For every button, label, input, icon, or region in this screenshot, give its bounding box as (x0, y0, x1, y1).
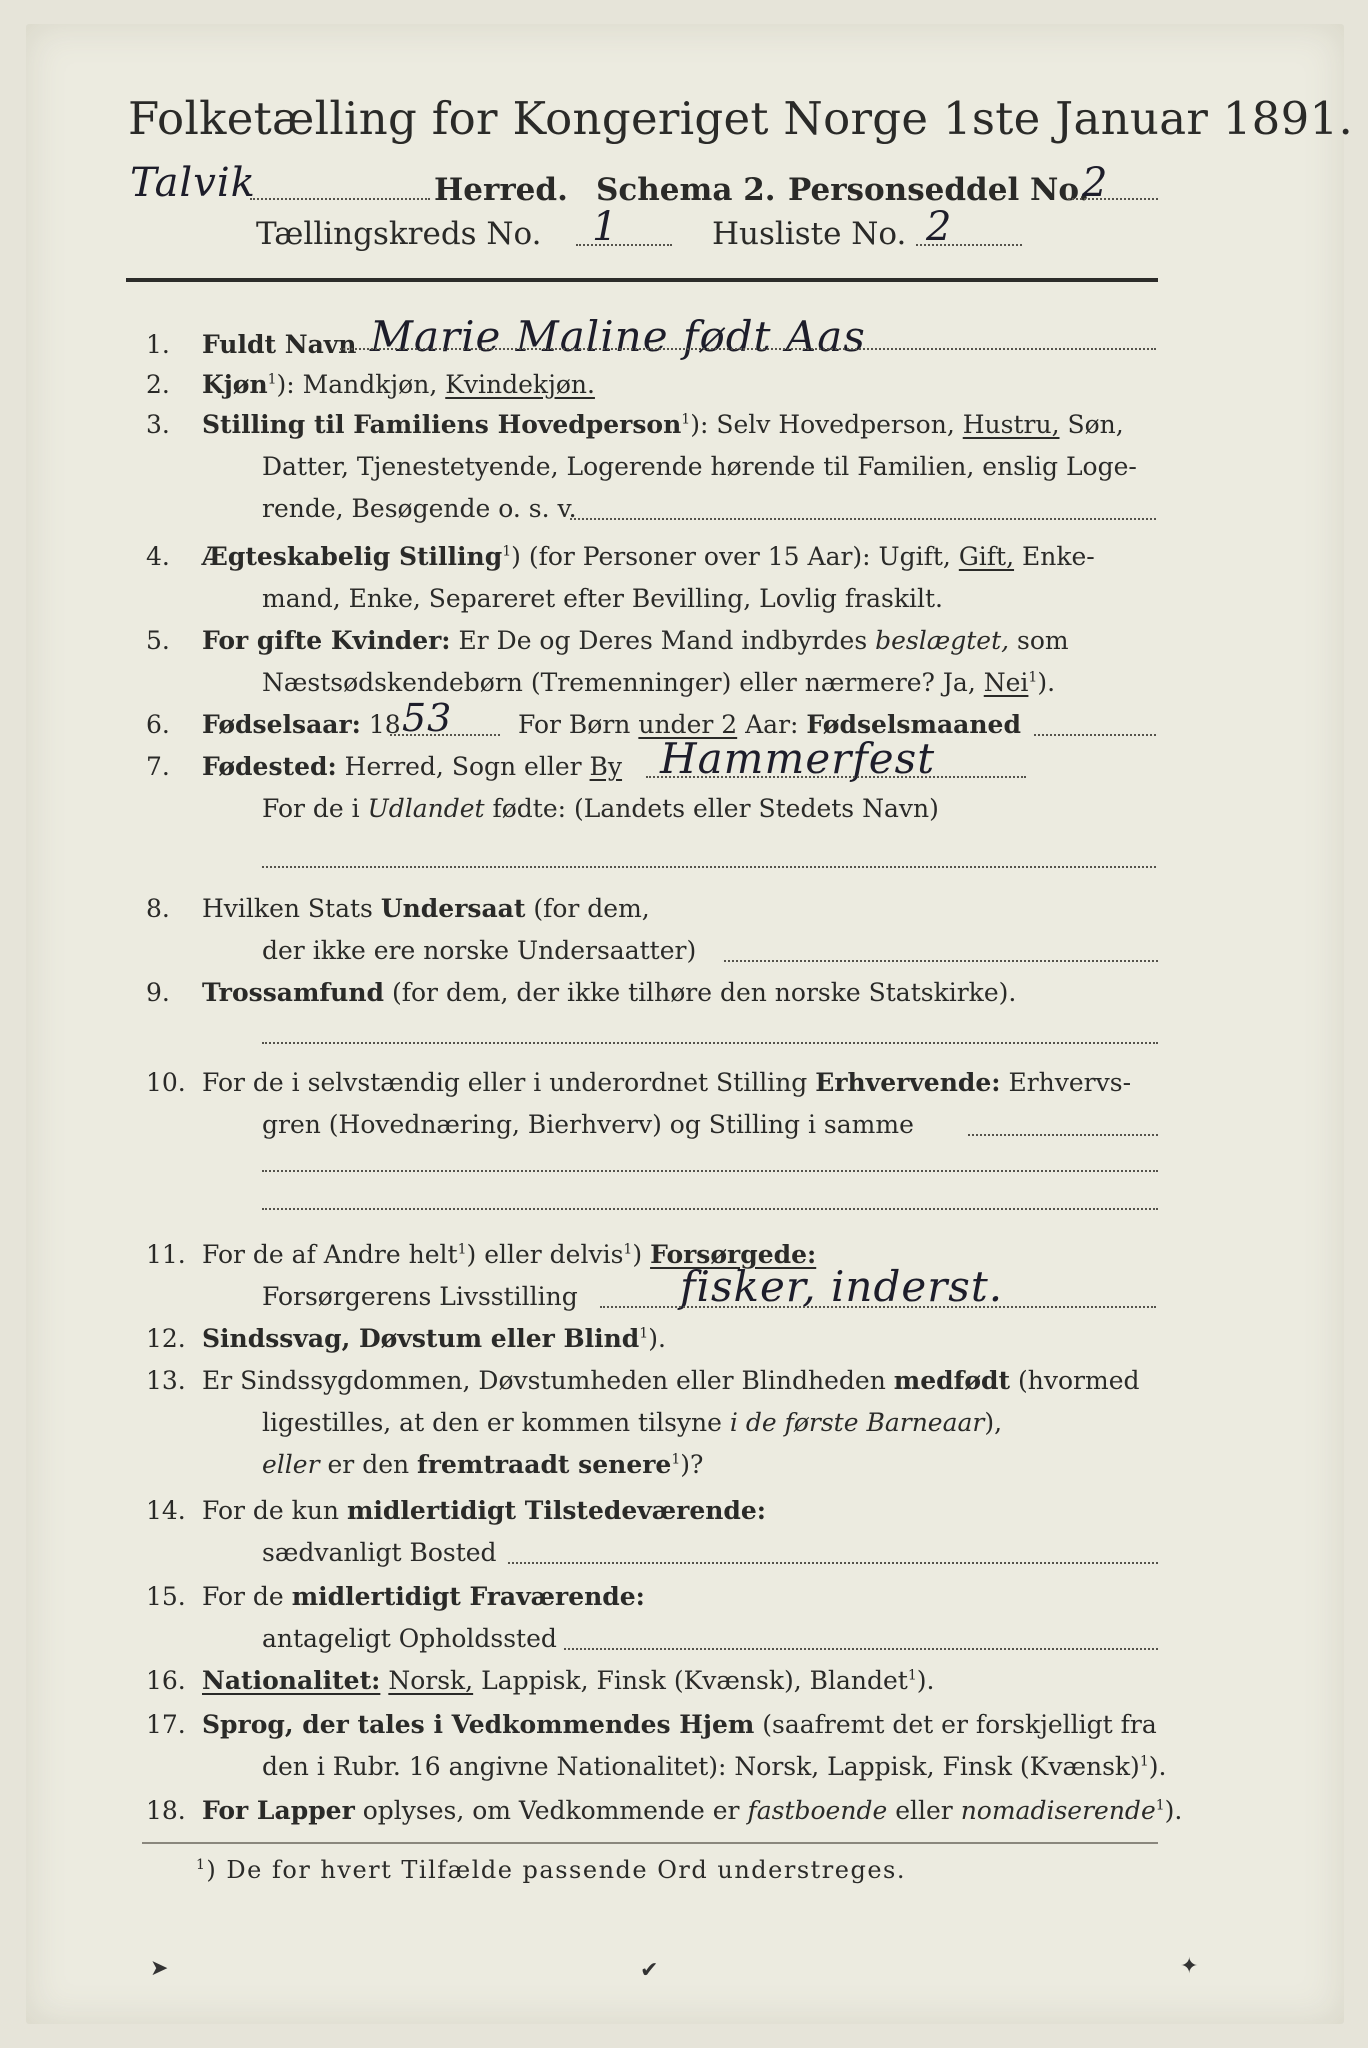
question-number: 6. (146, 710, 170, 739)
question-13-line3 (262, 1450, 703, 1479)
question-3-line3: rende, Besøgende o. s. v. (262, 494, 577, 523)
footnote-ref: 1 (1028, 669, 1038, 686)
question-label: Stilling til Familiens Hovedperson (202, 410, 682, 439)
personseddel-value: 2 (1082, 160, 1109, 206)
question-text: )? (680, 1450, 704, 1479)
form-title: Folketælling for Kongeriget Norge 1ste Januar 1891. (128, 92, 1354, 145)
question-text: For de i (262, 794, 360, 823)
herred-value: Talvik (130, 160, 256, 206)
question-label: For gifte Kvinder: (202, 626, 451, 655)
option-text: ). (916, 1666, 935, 1695)
ink-speck: ➤ (150, 1956, 169, 1981)
footnote-ref: 1 (623, 1241, 633, 1258)
question-13-line2 (262, 1408, 1002, 1437)
option-text: Søn, (1067, 410, 1124, 439)
question-15-dots (564, 1648, 1158, 1650)
question-text: (hvormed (1018, 1366, 1140, 1395)
full-name-dots (340, 348, 1156, 350)
question-text: ) eller delvis (466, 1240, 624, 1269)
footnote-ref: 1 (671, 1451, 681, 1468)
question-11-dots (600, 1306, 1156, 1308)
question-number: 10. (146, 1068, 186, 1097)
question-10-dots-a (968, 1134, 1158, 1136)
question-text: oplyses, om Vedkommende er (362, 1796, 740, 1825)
personseddel-dots (1068, 198, 1158, 200)
question-number: 12. (146, 1324, 186, 1353)
question-number: 8. (146, 894, 170, 923)
question-number: 3. (146, 410, 170, 439)
question-4-line2: mand, Enke, Separeret efter Bevilling, Lovlig fraskilt. (262, 584, 943, 613)
question-3-dots (570, 518, 1156, 520)
question-15-line2: antageligt Opholdssted (262, 1624, 557, 1653)
question-text: eller (895, 1796, 953, 1825)
question-text: ligestilles, at den er kommen tilsyne (262, 1408, 722, 1437)
selected-option: Gift, (958, 542, 1015, 571)
question-text-italic: nomadiserende (960, 1796, 1156, 1825)
footnote-ref: 1 (681, 411, 691, 428)
question-11-line2: Forsørgerens Livsstilling (262, 1282, 578, 1311)
question-text: ). (1164, 1796, 1183, 1825)
option-text: Herred, Sogn eller (344, 752, 582, 781)
selected-option: By (589, 752, 623, 781)
schema-label: Schema 2. (596, 172, 776, 208)
footnote-ref: 1 (907, 1667, 917, 1684)
question-text: fødte: (Landets eller Stedets Navn) (492, 794, 939, 823)
question-number: 15. (146, 1582, 186, 1611)
question-label: Erhvervende: (815, 1068, 1001, 1097)
question-label: Sindssvag, Døvstum eller Blind (202, 1324, 640, 1353)
question-14-dots (508, 1562, 1158, 1564)
selected-option: Nei (983, 668, 1029, 697)
herred-label: Herred. (434, 172, 568, 208)
question-14-line2: sædvanligt Bosted (262, 1538, 497, 1567)
question-text-italic: fastboende (747, 1796, 888, 1825)
question-number: 17. (146, 1710, 186, 1739)
provider-occupation-value: fisker, inderst. (680, 1262, 1004, 1311)
selected-option: Kvindekjøn. (445, 370, 595, 399)
question-text: For de af Andre helt (202, 1240, 458, 1269)
ink-speck: ✦ (1180, 1954, 1199, 1979)
herred-dots (250, 198, 430, 200)
question-text: ) (632, 1240, 643, 1269)
kreds-dots (576, 244, 672, 246)
question-text-underlined: under 2 (638, 710, 738, 739)
question-text-italic: beslægtet, (875, 626, 1010, 655)
question-label: Fødselsmaaned (806, 710, 1021, 739)
question-label: midlertidigt Fraværende: (291, 1582, 645, 1611)
question-10-line2: gren (Hovednæring, Bierhverv) og Stilling i samme (262, 1110, 914, 1139)
question-label: Fuldt Navn (202, 330, 357, 359)
footnote-ref: 1 (267, 371, 277, 388)
question-label: For Lapper (202, 1796, 355, 1825)
question-text: Aar: (745, 710, 799, 739)
question-8-line2: der ikke ere norske Undersaatter) (262, 936, 697, 965)
question-text: Næstsødskendebørn (Tremenninger) eller nærmere? Ja, (262, 668, 976, 697)
question-number: 18. (146, 1796, 186, 1825)
option-text: Lappisk, Finsk (Kvænsk), Blandet (481, 1666, 908, 1695)
question-label: Sprog, der tales i Vedkommendes Hjem (202, 1710, 755, 1739)
kreds-value: 1 (592, 204, 619, 250)
question-text-italic: i de første Barneaar (729, 1408, 985, 1437)
husliste-label: Husliste No. (712, 216, 907, 252)
question-label: Ægteskabelig Stilling (202, 542, 503, 571)
question-text: Erhvervs- (1008, 1068, 1132, 1097)
question-label: Fødested: (202, 752, 337, 781)
question-text: som (1017, 626, 1069, 655)
question-number: 2. (146, 370, 170, 399)
question-text: Er De og Deres Mand indbyrdes (458, 626, 868, 655)
footnote-ref: 1 (196, 1857, 207, 1873)
question-label: Trossamfund (202, 978, 385, 1007)
question-5-line2 (262, 668, 1055, 697)
question-text: For Børn (518, 710, 631, 739)
question-text: ). (648, 1324, 666, 1353)
footnote-divider (142, 1842, 1158, 1844)
question-text: (for dem, der ikke tilhøre den norske Statskirke). (391, 978, 1017, 1007)
husliste-dots (916, 244, 1022, 246)
birthplace-value: Hammerfest (660, 734, 936, 783)
question-text: For de i selvstændig eller i underordnet Stilling (202, 1068, 808, 1097)
header-divider (126, 278, 1158, 282)
question-text: ), (984, 1408, 1003, 1437)
question-number: 5. (146, 626, 170, 655)
question-text: ). (1148, 1752, 1167, 1781)
footnote-ref: 1 (1139, 1753, 1149, 1770)
full-name-value: Marie Maline født Aas (370, 312, 866, 361)
foreign-birthplace-dots (262, 866, 1156, 868)
footnote-ref: 1 (639, 1325, 649, 1342)
birth-year-prefix: 18 (368, 710, 401, 739)
question-text: For de kun (202, 1496, 340, 1525)
question-17-line2 (262, 1752, 1166, 1781)
question-text: (for dem, (533, 894, 650, 923)
question-7-line2 (262, 794, 939, 823)
option-text: ): Selv Hovedperson, (690, 410, 955, 439)
question-text-italic: Udlandet (367, 794, 485, 823)
question-text: For de (202, 1582, 284, 1611)
question-10-dots-b (262, 1170, 1158, 1172)
birth-year-value: 53 (402, 696, 453, 740)
question-number: 7. (146, 752, 170, 781)
personseddel-label: Personseddel No. (788, 172, 1090, 208)
footnote-ref: 1 (1155, 1797, 1165, 1814)
selected-option: Hustru, (962, 410, 1060, 439)
question-3-line2: Datter, Tjenestetyende, Logerende hørende til Familien, enslig Loge- (262, 452, 1137, 481)
footnote (196, 1856, 906, 1884)
question-number: 9. (146, 978, 170, 1007)
question-text: Hvilken Stats (202, 894, 373, 923)
question-text: er den (327, 1450, 410, 1479)
option-text: Enke- (1022, 542, 1095, 571)
question-label: Forsørgede: (650, 1240, 817, 1269)
birth-month-dots (1034, 734, 1156, 736)
question-label: midlertidigt Tilstedeværende: (346, 1496, 767, 1525)
question-text: Er Sindssygdommen, Døvstumheden eller Blindheden (202, 1366, 886, 1395)
question-number: 16. (146, 1666, 186, 1695)
question-label: Undersaat (380, 894, 526, 923)
question-text: den i Rubr. 16 angivne Nationalitet): Norsk, Lappisk, Finsk (Kvænsk) (262, 1752, 1140, 1781)
kreds-label: Tællingskreds No. (256, 216, 542, 252)
question-label: Fødselsaar: (202, 710, 361, 739)
birth-year-dots (390, 734, 500, 736)
question-text: (saafremt det er forskjelligt fra (762, 1710, 1157, 1739)
question-label: medfødt (893, 1366, 1011, 1395)
question-number: 11. (146, 1240, 186, 1269)
ink-speck: ✔ (640, 1958, 659, 1983)
option-text: ) (for Personer over 15 Aar): Ugift, (511, 542, 951, 571)
question-number: 14. (146, 1496, 186, 1525)
footnote-ref: 1 (502, 543, 512, 560)
question-text-italic: eller (262, 1450, 320, 1479)
option-text: ): Mandkjøn, (276, 370, 438, 399)
husliste-value: 2 (926, 204, 953, 250)
footnote-text: ) De for hvert Tilfælde passende Ord understreges. (206, 1856, 906, 1884)
question-label: Nationalitet: (202, 1666, 381, 1695)
question-label: Kjøn (202, 370, 268, 399)
question-number: 13. (146, 1366, 186, 1395)
question-label: fremtraadt senere (417, 1450, 672, 1479)
selected-option: Norsk, (388, 1666, 474, 1695)
question-number: 1. (146, 330, 170, 359)
question-9-dots (262, 1042, 1158, 1044)
question-number: 4. (146, 542, 170, 571)
question-8-dots (724, 960, 1158, 962)
footnote-ref: 1 (457, 1241, 467, 1258)
birthplace-dots (646, 776, 1026, 778)
question-text: ). (1037, 668, 1056, 697)
question-10-dots-c (262, 1208, 1158, 1210)
